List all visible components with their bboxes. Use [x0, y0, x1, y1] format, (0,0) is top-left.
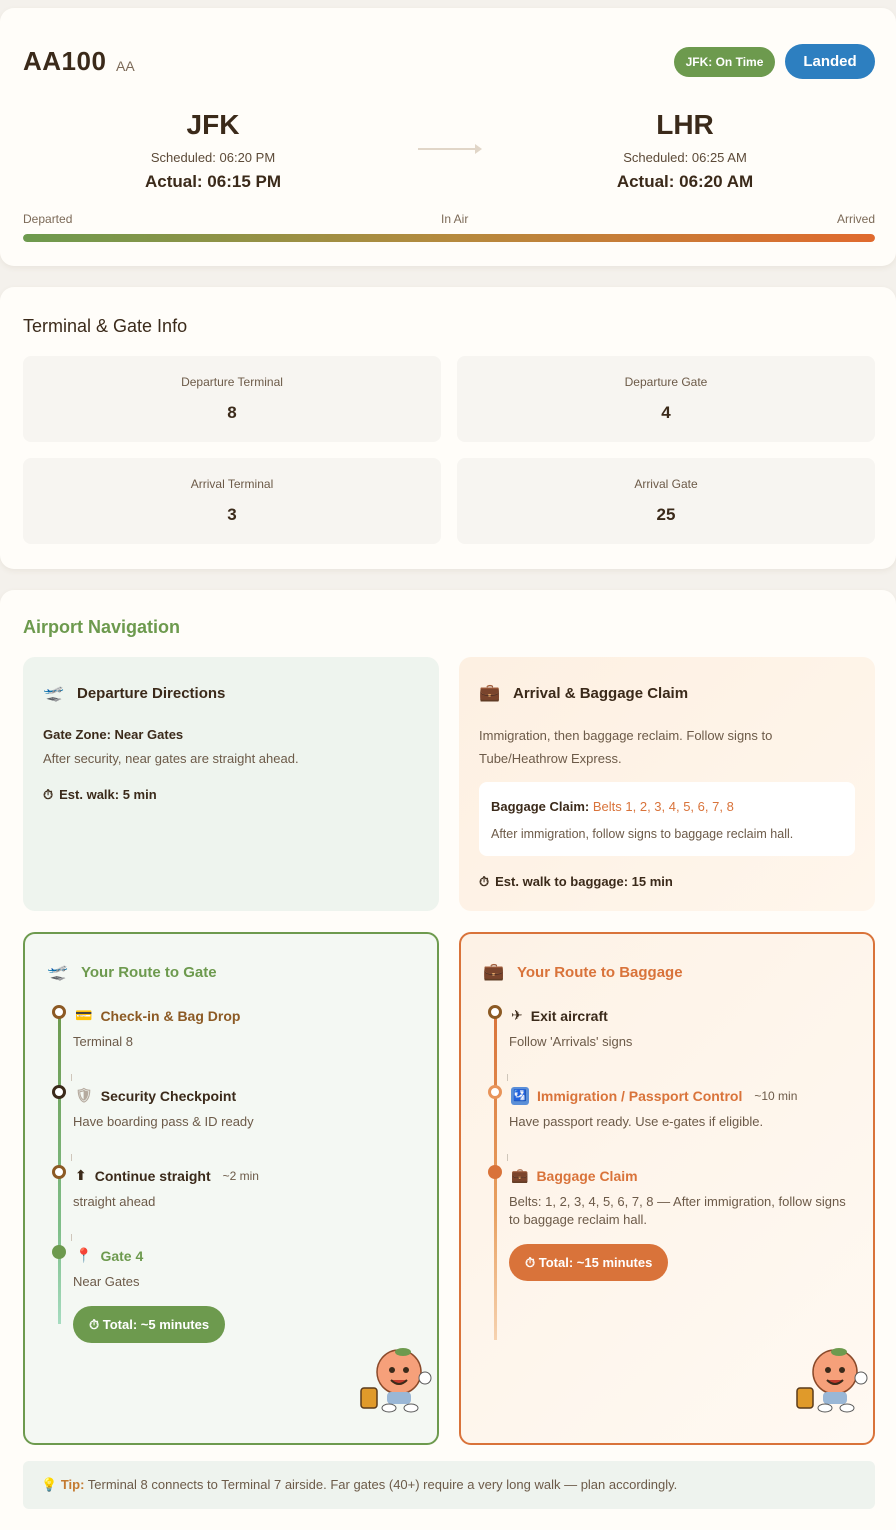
arrival-baggage-header [479, 683, 688, 703]
departure-gate-label: Departure Gate [624, 375, 708, 389]
route-step-checkin-sub: Terminal 8 [73, 1034, 133, 1049]
route-step-exit-sub: Follow 'Arrivals' signs [509, 1034, 633, 1049]
departure-directions-header [43, 683, 225, 703]
arrival-actual-time: Actual: 06:20 AM [616, 172, 754, 191]
route-step-baggage-sub: Belts: 1, 2, 3, 4, 5, 6, 7, 8 — After immigration, follow signs to baggage reclaim hall. [509, 1194, 846, 1227]
route-step-gate-title: Gate 4 [100, 1247, 144, 1264]
arrow-up-icon: ⬆ [75, 1167, 87, 1183]
route-step-baggage [511, 1167, 638, 1184]
arrival-terminal-label: Arrival Terminal [190, 477, 274, 491]
timeline-tick [507, 1074, 508, 1081]
airline-code: AA [116, 58, 135, 74]
route-step-immigration [511, 1087, 797, 1105]
route-to-baggage-total-text: Total: ~15 minutes [538, 1255, 653, 1270]
departure-terminal-label: Departure Terminal [181, 375, 283, 389]
lightbulb-icon: 💡 [41, 1477, 58, 1492]
timeline-dot-final [52, 1245, 66, 1259]
route-step-security [75, 1087, 236, 1104]
arrival-gate-label: Arrival Gate [634, 477, 698, 491]
timeline-tick [71, 1154, 72, 1161]
baggage-belts: Belts 1, 2, 3, 4, 5, 6, 7, 8 [592, 799, 734, 814]
route-step-continue-title: Continue straight [94, 1167, 211, 1184]
departure-directions-panel [23, 657, 439, 911]
route-to-gate-total-text: Total: ~5 minutes [102, 1317, 210, 1332]
briefcase-icon: 💼 [479, 683, 501, 702]
credit-card-icon: 💳 [75, 1007, 93, 1023]
departure-actual-time: Actual: 06:15 PM [144, 172, 282, 191]
departure-scheduled-time: Scheduled: 06:20 PM [150, 150, 276, 165]
arrival-baggage-title: Arrival & Baggage Claim [513, 684, 689, 702]
arrival-scheduled-time: Scheduled: 06:25 AM [623, 150, 747, 165]
route-to-baggage-total [509, 1244, 668, 1281]
departure-gate-value: 4 [661, 403, 671, 422]
route-to-gate-title: Your Route to Gate [81, 963, 217, 981]
route-step-immigration-title: Immigration / Passport Control [537, 1088, 743, 1104]
route-step-baggage-title: Baggage Claim [536, 1167, 638, 1184]
route-step-gate-sub: Near Gates [73, 1274, 140, 1289]
baggage-note: After immigration, follow signs to baggage reclaim hall. [491, 827, 794, 841]
progress-label-arrived: Arrived [837, 212, 876, 226]
tip-text: Terminal 8 connects to Terminal 7 airside. Far gates (40+) require a very long walk — plan accordingly. [87, 1477, 678, 1492]
progress-label-in-air: In Air [441, 212, 469, 226]
timeline-dot [488, 1085, 502, 1099]
stopwatch-icon: ⏱ [525, 1255, 536, 1270]
route-to-baggage-header [483, 962, 683, 982]
timeline-dot [52, 1165, 66, 1179]
passport-control-icon: 🛂 [511, 1087, 529, 1105]
timeline-dot [52, 1005, 66, 1019]
route-arrow-icon [418, 148, 480, 150]
timeline-dot [488, 1005, 502, 1019]
gate-zone: Gate Zone: Near Gates [43, 727, 184, 742]
timeline-tick [71, 1074, 72, 1081]
route-to-gate-total [73, 1306, 225, 1343]
departure-walk-text: Est. walk: 5 min [59, 787, 157, 802]
route-to-baggage-title: Your Route to Baggage [517, 963, 683, 981]
baggage-claim-line [491, 795, 734, 818]
briefcase-icon: 💼 [483, 962, 505, 981]
progress-label-departed: Departed [23, 212, 73, 226]
stopwatch-icon: ⏱ [43, 787, 54, 802]
departure-terminal-box [23, 356, 441, 442]
route-to-gate-panel [23, 932, 439, 1445]
pushpin-icon: 📍 [75, 1247, 93, 1263]
flight-progress-bar [23, 234, 875, 242]
departure-status-badge: JFK: On Time [674, 47, 775, 77]
arrival-terminal-box [23, 458, 441, 544]
route-step-continue-duration: ~2 min [222, 1168, 259, 1183]
departure-airport-code: JFK [186, 109, 240, 140]
route-step-security-title: Security Checkpoint [100, 1087, 237, 1104]
tip-label: Tip: [60, 1477, 85, 1492]
departure-directions-description: After security, near gates are straight ahead. [43, 751, 299, 766]
route-step-immigration-sub: Have passport ready. Use e-gates if eligible. [509, 1114, 764, 1129]
departure-walk-estimate [43, 783, 157, 806]
peach-mascot-image [793, 1344, 873, 1414]
airplane-icon: ✈ [511, 1007, 523, 1023]
arrival-baggage-panel [459, 657, 875, 911]
flight-status-badge: Landed [785, 44, 875, 79]
arrival-gate-value: 25 [656, 505, 676, 524]
route-step-gate [75, 1247, 143, 1264]
flight-card [0, 8, 896, 266]
route-step-checkin [75, 1007, 240, 1024]
route-step-checkin-title: Check-in & Bag Drop [100, 1007, 241, 1024]
airport-navigation-title: Airport Navigation [23, 617, 181, 637]
route-step-exit-title: Exit aircraft [530, 1007, 608, 1024]
arrival-terminal-value: 3 [227, 505, 237, 524]
timeline-dot-final [488, 1165, 502, 1179]
shield-icon: 🛡 [75, 1087, 93, 1103]
airplane-departure-icon: 🛫 [43, 683, 65, 702]
airplane-departure-icon: 🛫 [47, 962, 69, 981]
route-step-exit-aircraft [511, 1007, 608, 1024]
arrival-airport-code: LHR [656, 109, 714, 140]
departure-gate-box [457, 356, 875, 442]
route-to-baggage-panel [459, 932, 875, 1445]
flight-number: AA100 [23, 46, 107, 76]
stopwatch-icon: ⏱ [89, 1317, 100, 1332]
timeline-tick [71, 1234, 72, 1241]
baggage-claim-box [479, 782, 855, 856]
departure-directions-title: Departure Directions [77, 684, 226, 702]
departure-terminal-value: 8 [227, 403, 237, 422]
arrival-gate-box [457, 458, 875, 544]
peach-mascot-image [357, 1344, 437, 1414]
baggage-walk-text: Est. walk to baggage: 15 min [495, 874, 673, 889]
timeline-dot [52, 1085, 66, 1099]
route-step-continue-sub: straight ahead [73, 1194, 156, 1209]
baggage-walk-estimate [479, 870, 673, 893]
route-step-immigration-duration: ~10 min [754, 1089, 798, 1103]
briefcase-icon: 💼 [511, 1167, 529, 1183]
flight-progress-fill [23, 234, 875, 242]
route-step-continue [75, 1167, 259, 1184]
route-step-security-sub: Have boarding pass & ID ready [73, 1114, 254, 1129]
route-to-gate-header [47, 962, 217, 982]
terminal-gate-title: Terminal & Gate Info [23, 316, 188, 336]
arrival-airport [555, 108, 815, 192]
timeline-tick [507, 1154, 508, 1161]
baggage-claim-label: Baggage Claim: [491, 799, 590, 814]
tip-banner [23, 1461, 875, 1509]
arrival-description: Immigration, then baggage reclaim. Follow signs to Tube/Heathrow Express. [479, 728, 773, 766]
stopwatch-icon: ⏱ [479, 874, 490, 889]
departure-airport [83, 108, 343, 192]
